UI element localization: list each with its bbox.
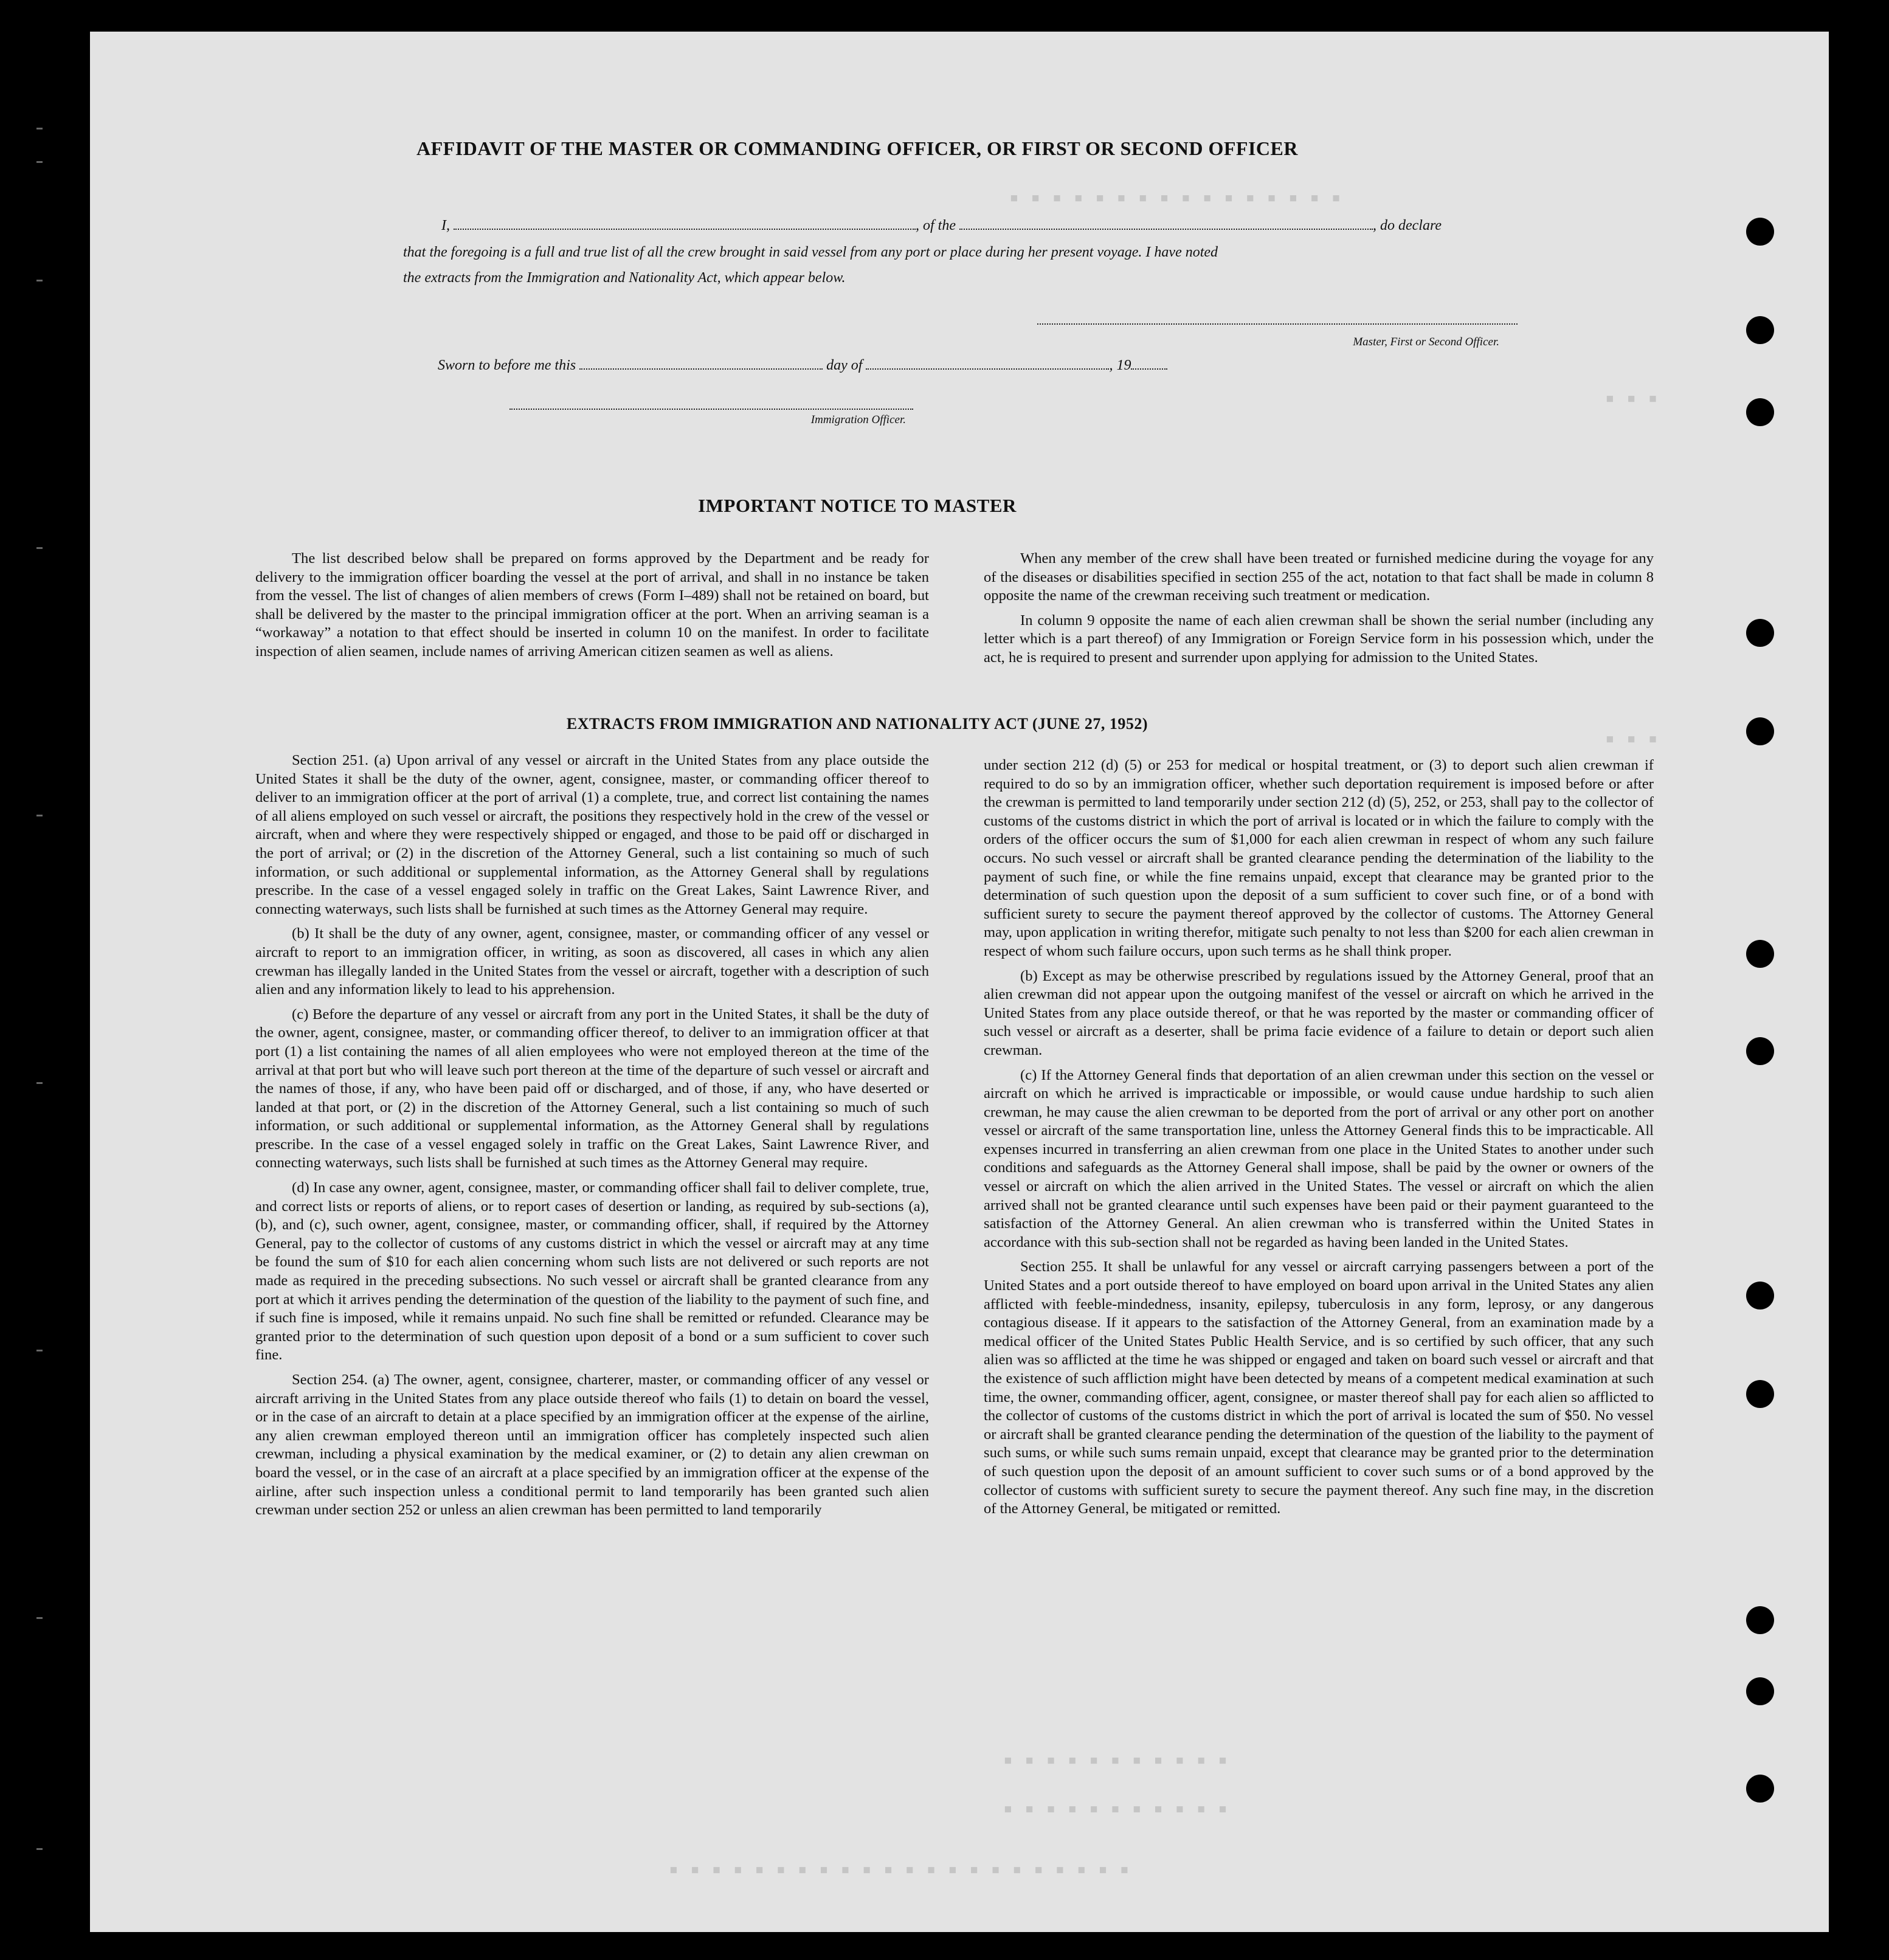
punch-hole — [1746, 398, 1774, 426]
affidavit-statement-cont: the extracts from the Immigration and Nationality Act, which appear below. — [403, 270, 846, 286]
margin-mark — [36, 280, 43, 281]
master-signature-line[interactable] — [1037, 323, 1518, 325]
extracts-left-column — [255, 751, 929, 1526]
affidavit-title: AFFIDAVIT OF THE MASTER OR COMMANDING OFFICER, OR FIRST OR SECOND OFFICER — [416, 137, 1298, 159]
punch-hole — [1746, 1775, 1774, 1803]
extracts-right-column — [984, 756, 1654, 1525]
label-i: I, — [441, 218, 450, 233]
section-251d: (d) In case any owner, agent, consignee, master, or commanding officer shall fail to deliver complete, true, and correct lists or reports of aliens, or to report cases of desertion or landing, as required by sub-sections (a), (b), and (c), such owner, agent, consignee, master, or commanding officer, shall, if required by the Attorney General, pay to the collector of customs of any customs district in which the vessel or aircraft may at any time be found the sum of $10 for each alien concerning whom such lists are not delivered or such reports are not made as required in the preceding subsections. No such vessel or aircraft shall be granted clearance from any port at which it arrives pending the determination of the question of the liability to the payment of such fine, and if such fine is imposed, while it remains unpaid. No such fine shall be remitted or refunded. Clearance may be granted prior to the determination of such question upon deposit of a bond or a sum sufficient to cover such fine. — [255, 1179, 929, 1364]
margin-mark — [36, 161, 43, 163]
sworn-day-field[interactable] — [579, 368, 823, 370]
officer-name-field[interactable] — [454, 229, 916, 230]
notice-title: IMPORTANT NOTICE TO MASTER — [698, 495, 1017, 516]
punch-hole — [1746, 1380, 1774, 1408]
label-of-the: , of the — [916, 218, 956, 233]
section-254a: Section 254. (a) The owner, agent, consignee, charterer, master, or commanding officer of any vessel or aircraft arriving in the United States from any place outside thereof who fails (1) to detain on board the vessel, or in the case of an aircraft to detain at a place specified by an immigration officer at the expense of the airline, any alien crewman employed thereon until an immigration officer has completely inspected such alien crewman, including a physical examination by the medical examiner, or (2) to detain any alien crewman on board the vessel, or in the case of an aircraft at a place specified by an immigration officer at the expense of the airline, after such inspection unless a conditional permit to land temporarily has been granted such alien crewman under section 252 or unless an alien crewman has been permitted to land temporarily — [255, 1372, 929, 1519]
margin-mark — [36, 128, 43, 129]
section-254a-continued: under section 212 (d) (5) or 253 for medical or hospital treatment, or (3) to deport such alien crewman if required to do so by an immigration officer, whether such deportation requirement is imposed before or after the crewman is permitted to land temporarily under section 212 (d) (5), 252, or 253, shall pay to the collector of customs of the customs district in which the port of arrival is located or in which the failure to comply with the orders of the officer occurs the sum of $1,000 for each alien crewman in respect of whom any such failure occurs. No such vessel or aircraft shall be granted clearance pending the determination of the liability to the payment of such fine, or while the fine remains unpaid, except that clearance may be granted prior to the determination of such question upon the deposit of a sum sufficient to cover such fine, or of a bond with sufficient surety to secure the payment thereof approved by the collector of customs. The Attorney General may, upon application in writing therefor, mitigate such penalty to not less than $200 for each alien crewman in respect of whom such failure occurs, upon such terms as he shall think proper. — [984, 757, 1654, 959]
punch-hole — [1746, 1677, 1774, 1705]
punch-hole — [1746, 316, 1774, 344]
margin-mark — [36, 1617, 43, 1619]
sworn-year-field[interactable] — [1131, 368, 1167, 370]
master-signature-label: Master, First or Second Officer. — [1353, 336, 1499, 348]
bleed-through: ▪ ▪ ▪ ▪ ▪ ▪ ▪ ▪ ▪ ▪ ▪ ▪ ▪ ▪ ▪ ▪ — [1009, 188, 1342, 207]
notice-right-text-1: When any member of the crew shall have been treated or furnished medicine during the voyage for any of the diseases or disabilities specified in section 255 of the act, notation to that fact shall be made in column 8 opposite the name of the crewman receiving such treatment or medication. — [984, 550, 1654, 604]
section-251a: Section 251. (a) Upon arrival of any vessel or aircraft in the United States from any place outside the United States it shall be the duty of the owner, agent, consignee, master, or commanding officer thereof to deliver to an immigration officer at the port of arrival (1) a complete, true, and correct list containing the names of all aliens employed on such vessel or aircraft, the positions they respectively hold in the crew of the vessel or aircraft, when and where they were respectively shipped or engaged, and those to be paid off or discharged in the port of arrival; or (2) in the discretion of the Attorney General, such a list containing so much of such information, or such additional or supplemental information, as the Attorney General shall by regulations prescribe. In the case of a vessel engaged solely in traffic on the Great Lakes, Saint Lawrence River, and connecting waterways, such lists shall be furnished at such times as the Attorney General may require. — [255, 752, 929, 917]
sworn-month-field[interactable] — [866, 368, 1109, 370]
bleed-through: ▪ ▪ ▪ ▪ ▪ ▪ ▪ ▪ ▪ ▪ ▪ — [1003, 1800, 1229, 1818]
punch-hole — [1746, 940, 1774, 968]
extracts-title: EXTRACTS FROM IMMIGRATION AND NATIONALITY ACT (JUNE 27, 1952) — [566, 715, 1148, 733]
affidavit-statement: that the foregoing is a full and true list of all the crew brought in said vessel from any port or place during her present voyage. I have noted — [403, 244, 1218, 260]
immigration-officer-label: Immigration Officer. — [810, 413, 906, 426]
bleed-through: ▪ ▪ ▪ — [1605, 389, 1659, 407]
section-251b: (b) It shall be the duty of any owner, agent, consignee, master, or commanding officer of any vessel or aircraft to report to an immigration officer, in writing, as soon as discovered, all cases in which any alien crewman has illegally landed in the United States from the vessel or aircraft, together with a description of such alien and any information likely to lead to his apprehension. — [255, 925, 929, 998]
sworn-line — [438, 357, 1167, 374]
margin-mark — [36, 547, 43, 549]
notice-left-text: The list described below shall be prepared on forms approved by the Department and be ready for delivery to the immigration officer boarding the vessel at the port of arrival, and shall in no instance be taken from the vessel. The list of changes of alien members of crews (Form I–489) shall not be retained on board, but shall be delivered by the master to the principal immigration officer at the port. When an arriving seaman is a “workaway” a notation to that effect should be inserted in column 10 on the manifest. In order to facilitate inspection of alien seamen, include names of arriving American citizen seamen as well as aliens. — [255, 550, 929, 660]
section-254b: (b) Except as may be otherwise prescribed by regulations issued by the Attorney General, proof that an alien crewman did not appear upon the outgoing manifest of the vessel or aircraft on which he arrived in the United States from any place outside thereof, or that he was reported by the master or commanding officer of such vessel or aircraft as a deserter, shall be prima facie evidence of a failure to detain or deport such alien crewman. — [984, 967, 1654, 1058]
label-do-declare: , do declare — [1373, 218, 1442, 233]
punch-hole — [1746, 218, 1774, 246]
affidavit-declaration-line — [441, 218, 1511, 234]
bleed-through: ▪ ▪ ▪ ▪ ▪ ▪ ▪ ▪ ▪ ▪ ▪ ▪ ▪ ▪ ▪ ▪ ▪ ▪ ▪ ▪ ▪ ▪ — [669, 1860, 1131, 1879]
section-255: Section 255. It shall be unlawful for any vessel or aircraft carrying passengers between a port of the United States and a port outside thereof to have employed on board upon arrival in the United States any alien afflicted with feeble-mindedness, insanity, epilepsy, tuberculosis in any form, leprosy, or any dangerous contagious disease. If it appears to the satisfaction of the Attorney General, from an examination made by a medical officer of the United States Public Health Service, and is so certified by such officer, that any such alien was so afflicted at the time he was shipped or engaged and taken on board such vessel or aircraft and that the existence of such affliction might have been detected by means of a competent medical examination at such time, the owner, commanding officer, agent, consignee, or master thereof shall pay for each alien so afflicted to the collector of customs of the customs district in which the port of arrival is located the sum of $50. No vessel or aircraft shall be granted clearance pending the determination of the question of the liability to the payment of such sums, or while such sums remain unpaid, except that clearance may be granted prior to the determination of such question upon the deposit of an amount sufficient to cover such sums or of a bond approved by the collector of customs with sufficient surety to secure the payment thereof. Any such fine may, in the discretion of the Attorney General, be mitigated or remitted. — [984, 1258, 1654, 1517]
notice-left-column — [255, 550, 929, 668]
notice-right-text-2: In column 9 opposite the name of each alien crewman shall be shown the serial number (including any letter which is a part thereof) of any Immigration or Foreign Service form in his possession which, under the act, he is required to present and surrender upon applying for admission to the United States. — [984, 612, 1654, 666]
punch-hole — [1746, 1606, 1774, 1634]
punch-hole — [1746, 1037, 1774, 1065]
margin-mark — [36, 1350, 43, 1351]
label-sworn: Sworn to before me this — [438, 357, 576, 373]
section-251c: (c) Before the departure of any vessel or aircraft from any port in the United States, it shall be the duty of the owner, agent, consignee, master, or commanding officer thereof, to deliver to an immigration officer at that port (1) a list containing the names of all alien employees who were not employed thereon at the time of the arrival at that port but who will leave such port thereon at the time of the departure of such vessel or aircraft and the names of those, if any, who have been paid off or discharged, and of those, if any, who have deserted or landed at that port, or (2) in the discretion of the Attorney General, such a list containing so much of such information, or such additional or supplemental information, as the Attorney General shall by regulations prescribe. In the case of a vessel engaged solely in traffic on the Great Lakes, Saint Lawrence River, and connecting waterways, such lists shall be furnished at such times as the Attorney General may require. — [255, 1006, 929, 1172]
punch-hole — [1746, 619, 1774, 647]
margin-mark — [36, 815, 43, 816]
bleed-through: ▪ ▪ ▪ — [1605, 730, 1659, 748]
punch-hole — [1746, 717, 1774, 745]
immigration-officer-signature-line[interactable] — [509, 409, 913, 410]
vessel-name-field[interactable] — [959, 229, 1373, 230]
margin-mark — [36, 1082, 43, 1084]
punch-hole — [1746, 1282, 1774, 1310]
label-day-of: day of — [826, 357, 863, 373]
margin-mark — [36, 1848, 43, 1850]
notice-right-column — [984, 550, 1654, 674]
bleed-through: ▪ ▪ ▪ ▪ ▪ ▪ ▪ ▪ ▪ ▪ ▪ — [1003, 1751, 1229, 1769]
label-year: , 19 — [1109, 357, 1131, 373]
section-254c: (c) If the Attorney General finds that deportation of an alien crewman under this section on the vessel or aircraft on which he arrived is impracticable or impossible, or would cause undue hardship to such alien crewman, he may cause the alien crewman to be deported from the port of arrival or any other port on another vessel or aircraft of the same transportation line, unless the Attorney General finds this to be impracticable. All expenses incurred in transferring an alien crewman from one place in the United States to another under such conditions and safeguards as the Attorney General shall impose, shall be paid by the owner or owners of the vessel or aircraft on which the alien arrived in the United States. The vessel or aircraft on which the alien arrived shall not be granted clearance until such expenses have been paid or their payment guaranteed to the satisfaction of the Attorney General. An alien crewman who is transferred within the United States in accordance with this sub-section shall not be regarded as having been landed in the United States. — [984, 1066, 1654, 1251]
